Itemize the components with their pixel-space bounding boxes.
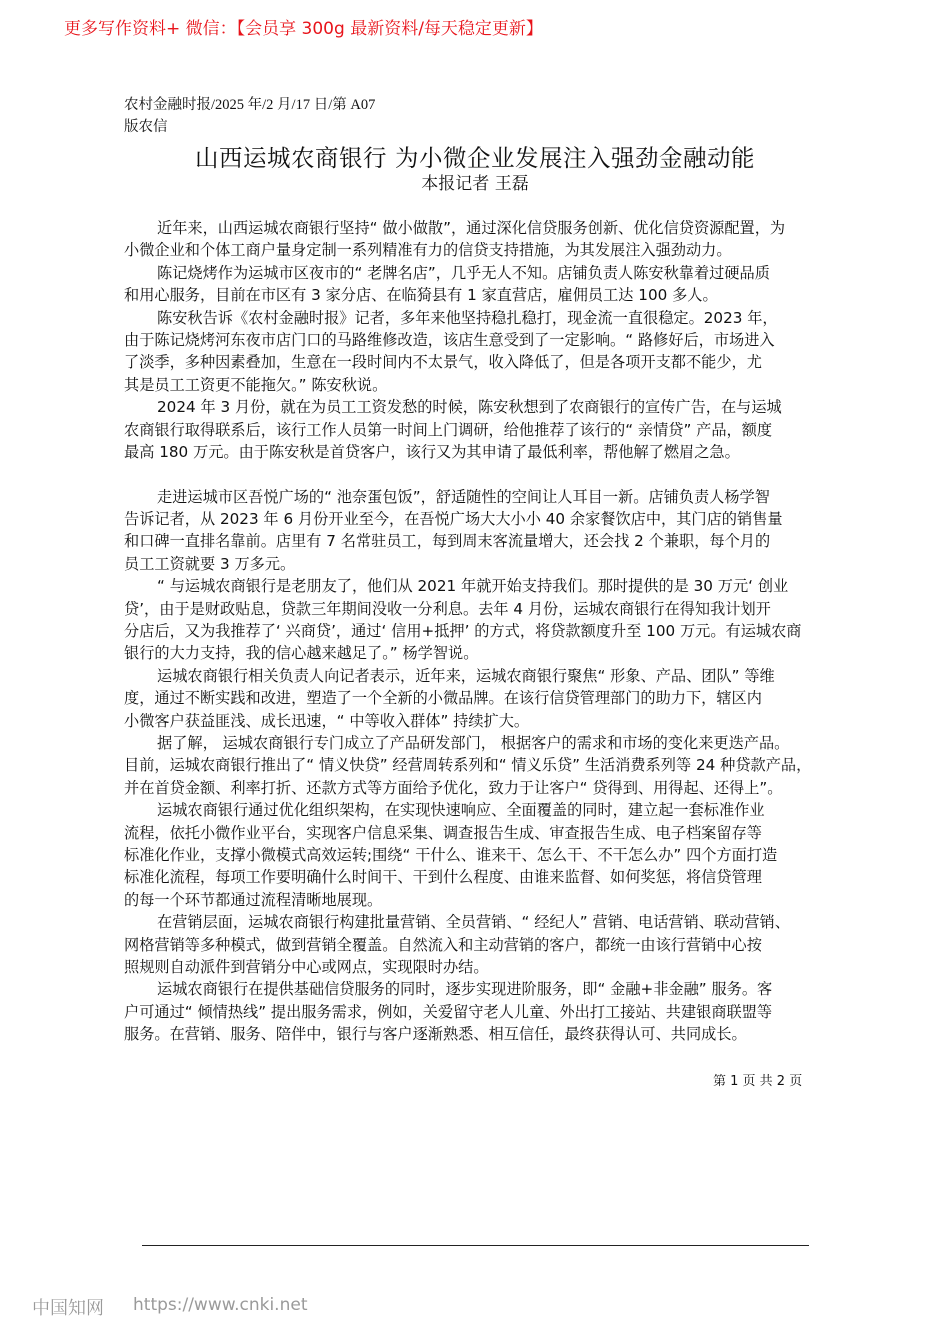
article-title: 山西运城农商银行 为小微企业发展注入强劲金融动能: [195, 144, 755, 172]
paragraph: [124, 799, 854, 911]
paragraph: [124, 732, 854, 799]
text-line: 银行的大力支持，我的信心越来越足了。” 杨学智说。: [124, 644, 479, 663]
paragraph: [124, 575, 854, 665]
cnki-url: https://www.cnki.net: [133, 1295, 308, 1315]
source-line: 农村金融时报/2025 年/2 月/17 日/第 A07: [124, 97, 376, 113]
text-line: 并在首贷金额、利率打折、还款方式等方面给予优化，致力于让客户“ 贷得到、用得起、还得上”。: [124, 778, 783, 797]
text-line: 运城农商银行在提供基础信贷服务的同时，逐步实现进阶服务，即“ 金融+非金融” 服务。客: [157, 980, 773, 999]
paragraph-gap: [124, 463, 854, 485]
text-line: 员工工资就要 3 万多元。: [124, 554, 296, 573]
text-line: 最高 180 万元。由于陈安秋是首贷客户，该行又为其申请了最低利率，帮他解了燃眉之急。: [124, 442, 740, 461]
paragraph: [124, 262, 854, 307]
paragraph: [124, 217, 854, 262]
source-line: 版农信: [124, 119, 168, 135]
text-line: 标准化流程，每项工作要明确什么时间干、干到什么程度、由谁来监督、如何奖惩，将信贷管理: [124, 868, 762, 887]
text-line: 农商银行取得联系后，该行工作人员第一时间上门调研，给他推荐了该行的“ 亲情贷” 产品，额度: [124, 420, 773, 439]
cnki-logo: 中国知网: [32, 1298, 104, 1319]
promo-banner: 更多写作资料+ 微信：【会员享 300g 最新资料/每天稳定更新】: [64, 19, 543, 39]
text-line: 标准化作业，支撑小微模式高效运转;围绕“ 干什么、谁来干、怎么干、不干怎么办” 四个方面打造: [124, 845, 778, 864]
text-line: 陈记烧烤作为运城市区夜市的“ 老牌名店”，几乎无人不知。店铺负责人陈安秋靠着过硬品质: [157, 263, 770, 282]
text-line: 据了解， 运城农商银行专门成立了产品研发部门， 根据客户的需求和市场的变化来更迭产品。: [157, 733, 790, 752]
text-line: 的每一个环节都通过流程清晰地展现。: [124, 890, 383, 909]
text-line: 照规则自动派件到营销分中心或网点，实现限时办结。: [124, 957, 489, 976]
text-line: 流程，依托小微作业平台，实现客户信息采集、调查报告生成、审查报告生成、电子档案留存等: [124, 823, 762, 842]
paragraph: [124, 396, 854, 463]
paragraph: [124, 486, 854, 576]
text-line: 分店后，又为我推荐了‘ 兴商贷’，通过‘ 信用+抵押’ 的方式，将贷款额度升至 100 万元。有运城农商: [124, 622, 802, 641]
text-line: 运城农商银行相关负责人向记者表示，近年来，运城农商银行聚焦“ 形象、产品、团队” 等维: [157, 666, 775, 685]
source-info: [124, 94, 375, 138]
text-line: 小微企业和个体工商户量身定制一系列精准有力的信贷支持措施，为其发展注入强劲动力。: [124, 241, 732, 260]
text-line: 2024 年 3 月份，就在为员工工资发愁的时候，陈安秋想到了农商银行的宣传广告，在与运城: [157, 398, 782, 417]
text-line: 贷’，由于是财政贴息，贷款三年期间没收一分利息。去年 4 月份，运城农商银行在得知我计划开: [124, 599, 771, 618]
text-line: 走进运城市区吾悦广场的“ 池奈蛋包饭”，舒适随性的空间让人耳目一新。店铺负责人杨学智: [157, 487, 770, 506]
paragraph: [124, 307, 854, 397]
footer-divider: [142, 1245, 809, 1246]
text-line: 在营销层面，运城农商银行构建批量营销、全员营销、“ 经纪人” 营销、电话营销、联动营销、: [157, 913, 790, 932]
page-number: 第 1 页 共 2 页: [713, 1074, 803, 1089]
text-line: 了淡季，多种因素叠加，生意在一段时间内不太景气，收入降低了，但是各项开支都不能少，尤: [124, 353, 762, 372]
text-line: 网格营销等多种模式，做到营销全覆盖。自然流入和主动营销的客户，都统一由该行营销中心按: [124, 935, 762, 954]
article-byline: 本报记者 王磊: [421, 174, 529, 194]
paragraph: [124, 911, 854, 978]
text-line: 近年来，山西运城农商银行坚持“ 做小做散”，通过深化信贷服务创新、优化信贷资源配置，为: [157, 219, 786, 237]
text-line: 由于陈记烧烤河东夜市店门口的马路维修改造，该店生意受到了一定影响。“ 路修好后，市场进入: [124, 330, 775, 349]
text-line: “ 与运城农商银行是老朋友了，他们从 2021 年就开始支持我们。那时提供的是 30 万元‘ 创业: [157, 577, 789, 596]
text-line: 陈安秋告诉《农村金融时报》记者，多年来他坚持稳扎稳打，现金流一直很稳定。2023 年，: [157, 308, 778, 327]
text-line: 小微客户获益匪浅、成长迅速，“ 中等收入群体” 持续扩大。: [124, 711, 530, 730]
text-line: 运城农商银行通过优化组织架构，在实现快速响应、全面覆盖的同时，建立起一套标准作业: [157, 801, 765, 820]
text-line: 服务。在营销、服务、陪伴中，银行与客户逐渐熟悉、相互信任，最终获得认可、共同成长。: [124, 1025, 747, 1044]
text-line: 其是员工工资更不能拖欠。” 陈安秋说。: [124, 375, 388, 394]
text-line: 告诉记者，从 2023 年 6 月份开业至今，在吾悦广场大大小小 40 余家餐饮店中，其门店的销售量: [124, 510, 783, 529]
text-line: 和用心服务，目前在市区有 3 家分店、在临猗县有 1 家直营店，雇佣员工达 100 多人。: [124, 286, 718, 305]
text-line: 目前，运城农商银行推出了“ 情义快贷” 经营周转系列和“ 情义乐贷” 生活消费系列等 24 种贷款产品，: [124, 756, 812, 775]
paragraph: [124, 665, 854, 732]
text-line: 度，通过不断实践和改进，塑造了一个全新的小微品牌。在该行信贷管理部门的助力下，辖区内: [124, 689, 762, 708]
text-line: 户可通过“ 倾情热线” 提出服务需求，例如，关爱留守老人儿童、外出打工接站、共建银商联盟等: [124, 1002, 773, 1021]
text-line: 和口碑一直排名靠前。店里有 7 名常驻员工，每到周末客流量增大，还会找 2 个兼职，每个月的: [124, 532, 771, 551]
paragraph: [124, 978, 854, 1045]
article-body: [124, 217, 854, 1045]
